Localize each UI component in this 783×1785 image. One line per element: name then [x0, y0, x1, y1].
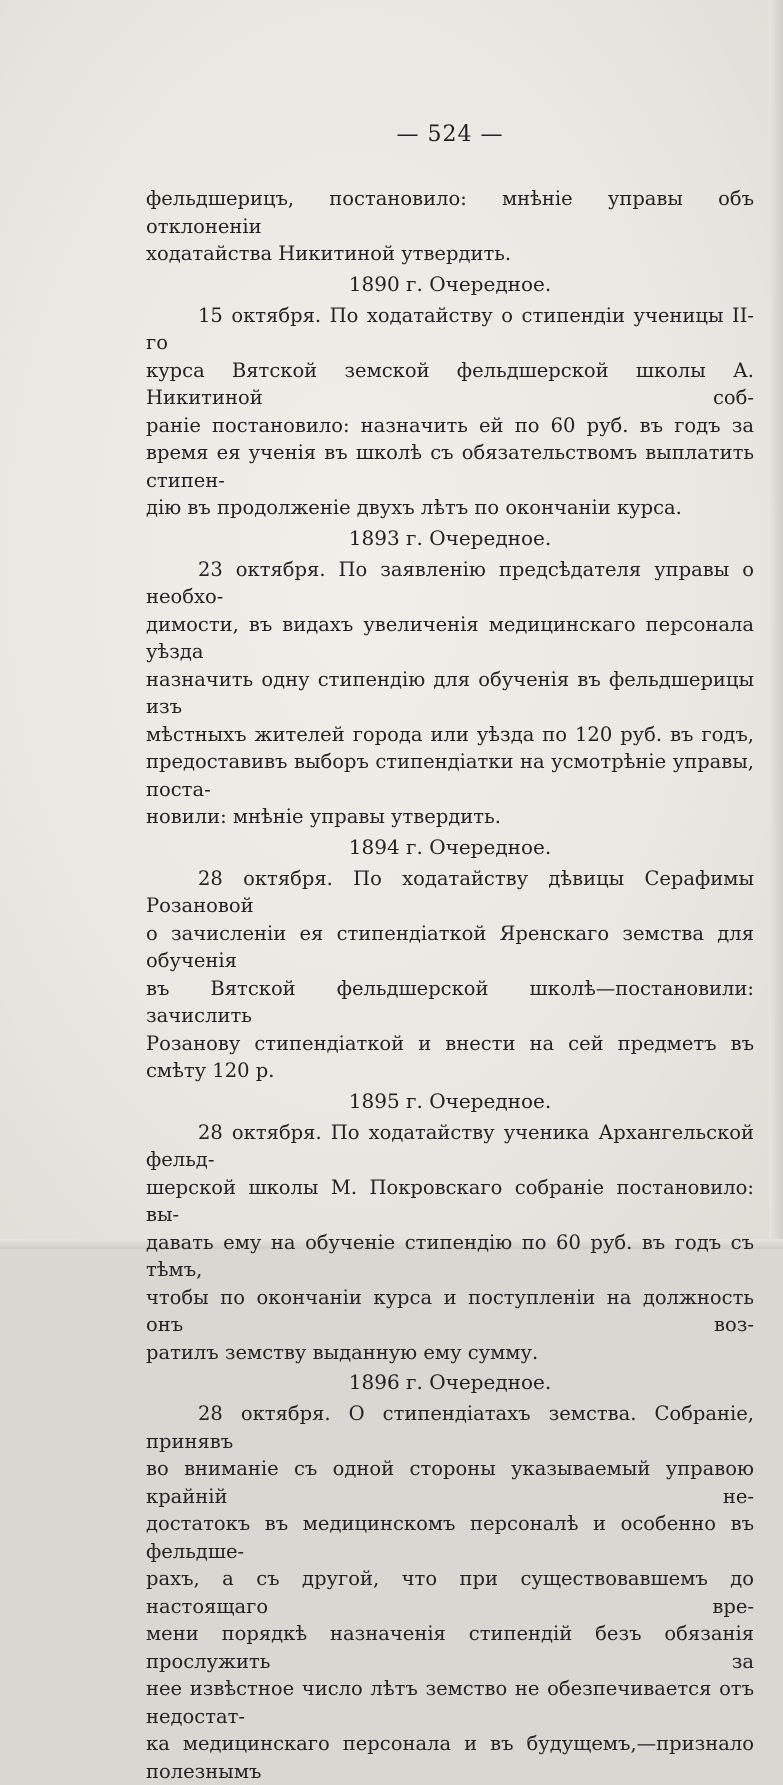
text-line: мени порядкѣ назначенія стипендій безъ обязанія прослужить за: [146, 1622, 754, 1673]
section-heading: 1890 г. Очередное.: [348, 271, 552, 296]
page-text: [146, 122, 754, 1785]
paragraph: [146, 865, 754, 1085]
text-line: димости, въ видахъ увеличенія медицинскаго персонала уѣзда: [146, 612, 754, 663]
paragraph: [146, 185, 754, 268]
text-line: 15 октября. По ходатайству о стипендіи ученицы II-го: [146, 303, 754, 354]
text-line: достатокъ въ медицинскомъ персоналѣ и особенно въ фельдше-: [146, 1512, 754, 1563]
text-line: время ея ученія въ школѣ съ обязательствомъ выплатить стипен-: [146, 441, 754, 492]
text-blocks: [146, 185, 754, 1785]
paragraph: [146, 302, 754, 522]
text-line: раніе постановило: назначить ей по 60 руб. въ годъ за: [146, 413, 754, 437]
text-line: предоставивъ выборъ стипендіатки на усмотрѣніе управы, поста-: [146, 750, 754, 801]
text-line: рахъ, а съ другой, что при существовавшемъ до настоящаго вре-: [146, 1567, 754, 1618]
page-number: — 524 —: [396, 122, 504, 147]
text-line: новили: мнѣніе управы утвердить.: [146, 805, 501, 828]
text-line: давать ему на обученіе стипендію по 60 руб. въ годъ съ тѣмъ,: [146, 1230, 754, 1281]
section-heading: 1894 г. Очередное.: [348, 834, 552, 859]
text-line: курса Вятской земской фельдшерской школы А. Никитиной соб-: [146, 358, 754, 409]
text-line: мѣстныхъ жителей города или уѣзда по 120 руб. въ годъ,: [146, 722, 754, 746]
text-line: Розанову стипендіаткой и внести на сей предметъ въ смѣту 120 р.: [146, 1031, 754, 1082]
paragraph: [146, 1119, 754, 1367]
text-line: шерской школы М. Покровскаго собраніе постановило: вы-: [146, 1175, 754, 1226]
text-line: о зачисленіи ея стипендіаткой Яренскаго земства для обученія: [146, 921, 754, 972]
section-heading: 1893 г. Очередное.: [348, 525, 552, 550]
text-line: фельдшерицъ, постановило: мнѣніе управы объ отклоненіи: [146, 187, 754, 238]
paragraph: [146, 1400, 754, 1785]
section-heading: 1896 г. Очередное.: [348, 1370, 552, 1394]
section-heading: 1895 г. Очередное.: [348, 1088, 552, 1113]
text-line: назначить одну стипендію для обученія въ фельдшерицы изъ: [146, 667, 754, 718]
text-line: 28 октября. По ходатайству ученика Архангельской фельд-: [146, 1120, 754, 1171]
text-line: во вниманіе съ одной стороны указываемый управою крайній не-: [146, 1457, 754, 1508]
text-line: 28 октября. О стипендіатахъ земства. Собраніе, принявъ: [146, 1402, 754, 1453]
text-line: дію въ продолженіе двухъ лѣтъ по окончаніи курса.: [146, 496, 682, 519]
text-line: ка медицинскаго персонала и въ будущемъ,—признало полезнымъ: [146, 1732, 754, 1783]
text-line: 23 октября. По заявленію предсѣдателя управы о необхо-: [146, 557, 754, 608]
text-line: въ Вятской фельдшерской школѣ—постановили: зачислить: [146, 976, 754, 1027]
text-line: ратилъ земству выданную ему сумму.: [146, 1340, 539, 1364]
text-line: 28 октября. По ходатайству дѣвицы Серафимы Розановой: [146, 866, 754, 917]
text-line: чтобы по окончаніи курса и поступленіи на должность онъ воз-: [146, 1285, 754, 1336]
text-line: нее извѣстное число лѣтъ земство не обезпечивается отъ недостат-: [146, 1677, 754, 1728]
text-line: ходатайства Никитиной утвердить.: [146, 242, 512, 265]
paragraph: [146, 556, 754, 831]
page-edge-shadow: [769, 0, 783, 1249]
